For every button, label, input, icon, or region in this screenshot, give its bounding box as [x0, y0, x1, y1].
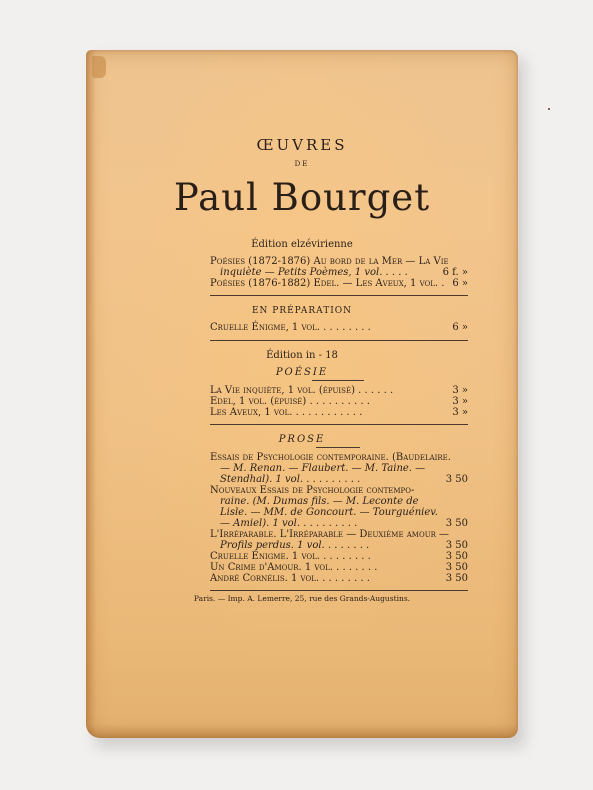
list-item: Poésies (1876-1882) Edel. — Les Aveux, 1 vol. . 6 » [210, 278, 468, 289]
divider [210, 340, 468, 341]
list-item-continuation: — Amiel). 1 vol. . . . . . . . . . 3 50 [220, 518, 468, 529]
list-item-continuation: — M. Renan. — Flaubert. — M. Taine. — [220, 463, 426, 474]
divider [210, 424, 468, 425]
de-label: DE [294, 160, 310, 168]
prose-heading: PROSE [278, 434, 326, 445]
en-preparation-heading: EN PRÉPARATION [251, 306, 353, 316]
list-item: Les Aveux, 1 vol. . . . . . . . . . . . 3 » [210, 407, 468, 418]
list-item-continuation: Lisle. — MM. de Goncourt. — Tourguéniev. [220, 507, 438, 518]
list-item: Cruelle Énigme, 1 vol. . . . . . . . . 6 » [210, 322, 468, 333]
divider [210, 590, 468, 591]
printer-imprint: Paris. — Imp. A. Lemerre, 25, rue des Grands-Augustins. [193, 594, 411, 603]
list-item: L'Irréparable. L'Irréparable — Deuxième amour — [210, 529, 450, 540]
poesie-heading: POÉSIE [275, 367, 329, 378]
heading-underline [312, 380, 364, 381]
divider [210, 295, 468, 296]
worn-edge-bottom [86, 724, 518, 738]
torn-corner [92, 56, 106, 78]
list-item-continuation: inquiète — Petits Poèmes, 1 vol. . . . . 6 f. » [220, 267, 468, 278]
edition-in18: Édition in - 18 [266, 350, 338, 361]
edition-elzevirienne: Édition elzévirienne [251, 239, 353, 250]
list-item-continuation: Profils perdus. 1 vol. . . . . . . . 3 50 [220, 540, 468, 551]
list-item: Edel, 1 vol. (épuisé) . . . . . . . . . . 3 » [210, 396, 468, 407]
speck [548, 108, 550, 110]
list-item: Nouveaux Essais de Psychologie contempo- [210, 485, 415, 496]
list-item-continuation: Stendhal). 1 vol. . . . . . . . . . 3 50 [220, 474, 468, 485]
list-item: Essais de Psychologie contemporaine. (Baudelaire. [210, 452, 451, 463]
list-item-continuation: raine. (M. Dumas fils. — M. Leconte de [220, 496, 419, 507]
oeuvres-heading: ŒUVRES [256, 136, 348, 154]
heading-underline [316, 447, 360, 448]
list-item: Poésies (1872-1876) Au bord de la Mer — La Vie [210, 256, 449, 267]
list-item: André Cornélis. 1 vol. . . . . . . . . 3 50 [210, 573, 468, 584]
list-item: Cruelle Énigme. 1 vol. . . . . . . . . 3 50 [210, 551, 468, 562]
author-name: Paul Bourget [173, 176, 431, 219]
list-item: La Vie inquiète, 1 vol. (épuisé) . . . . . . 3 » [210, 385, 468, 396]
list-item: Un Crime d'Amour. 1 vol. . . . . . . . 3 50 [210, 562, 468, 573]
book-cover [86, 50, 518, 738]
